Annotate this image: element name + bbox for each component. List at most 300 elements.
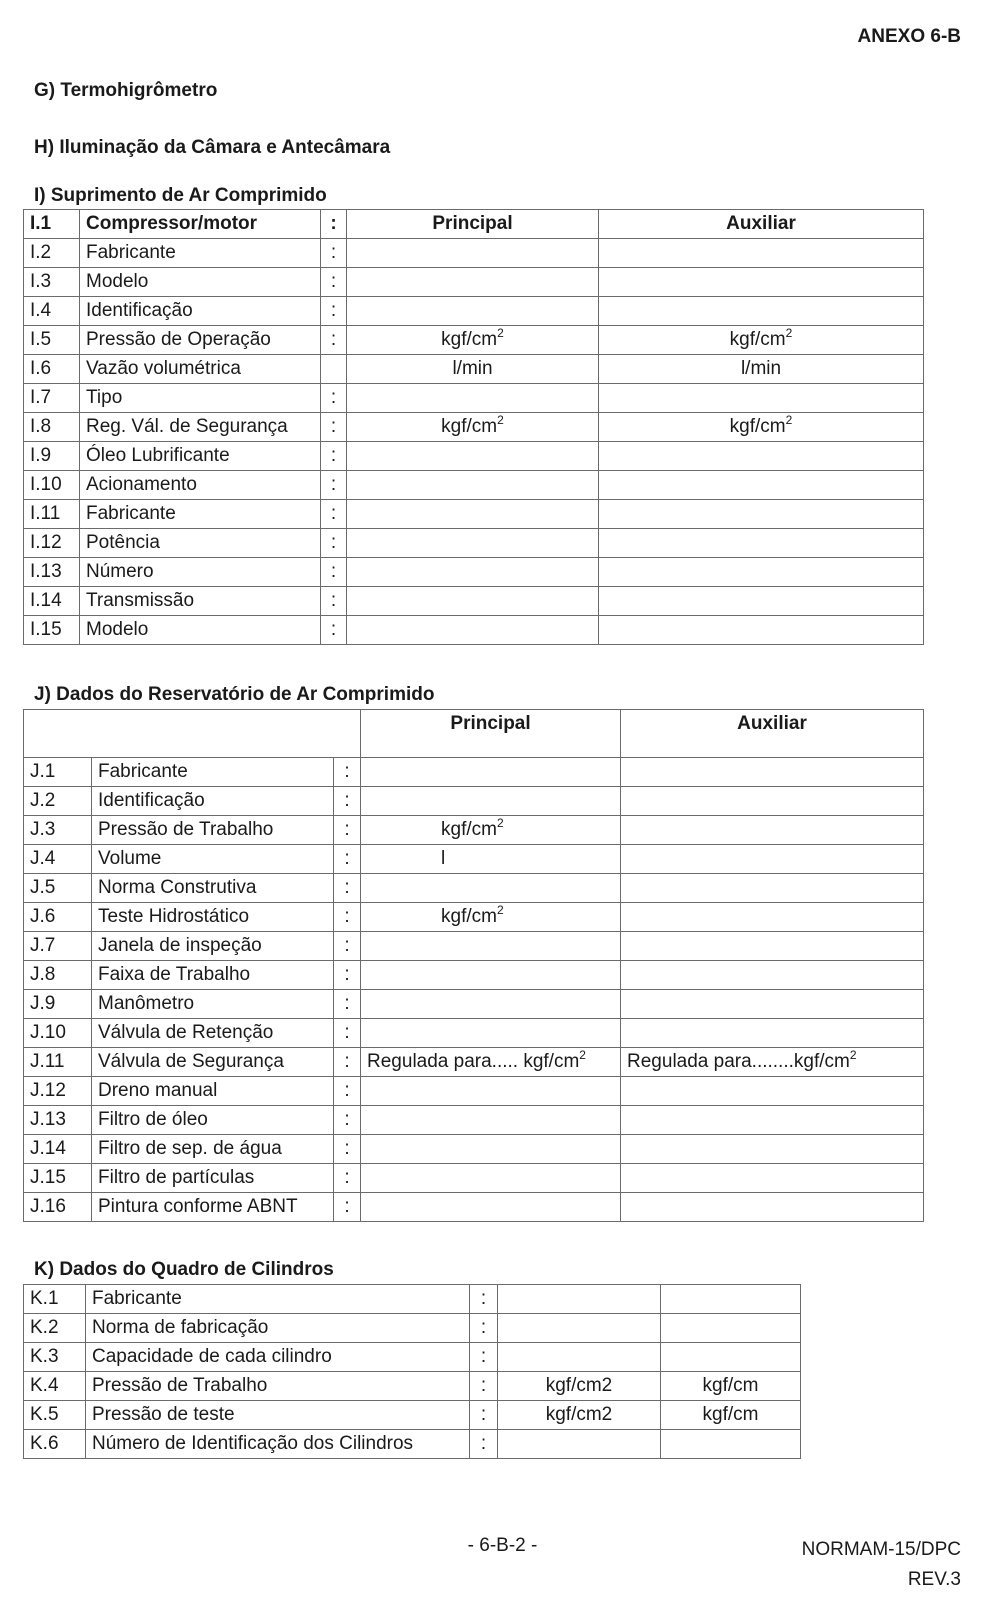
value-column-2 (661, 1285, 801, 1314)
row-code (24, 1430, 86, 1459)
row-code (24, 1343, 86, 1372)
value-column-2-text: kgf/cm (702, 1404, 759, 1425)
colon-separator (321, 413, 347, 442)
colon-separator-text: : (344, 790, 350, 811)
table-row (24, 1430, 801, 1459)
row-label (80, 355, 321, 384)
principal-value (361, 758, 621, 787)
row-code (24, 1164, 92, 1193)
table-row (24, 1019, 924, 1048)
principal-value (347, 529, 599, 558)
row-label-text: Transmissão (86, 590, 195, 611)
row-label (92, 903, 334, 932)
colon-separator-text: : (330, 242, 337, 263)
auxiliar-value (599, 384, 924, 413)
colon-separator-text: : (344, 877, 350, 898)
principal-value (347, 587, 599, 616)
row-code (24, 471, 80, 500)
row-code (24, 297, 80, 326)
principal-value (347, 384, 599, 413)
row-code (24, 1106, 92, 1135)
row-label (80, 384, 321, 413)
colon-separator (470, 1401, 498, 1430)
principal-value (347, 297, 599, 326)
row-code (24, 1401, 86, 1430)
row-label (86, 1314, 470, 1343)
row-code-text: I.13 (30, 561, 62, 582)
row-code-text: K.4 (30, 1375, 59, 1396)
row-code (24, 903, 92, 932)
colon-separator-text: : (344, 964, 350, 985)
table-row (24, 413, 924, 442)
table-row (24, 500, 924, 529)
colon-separator (334, 903, 361, 932)
row-label-text: Vazão volumétrica (86, 358, 241, 379)
colon-separator-text: : (344, 935, 350, 956)
table-row (24, 442, 924, 471)
row-code-text: J.7 (30, 935, 56, 956)
row-label (92, 1164, 334, 1193)
value-column-1 (498, 1372, 661, 1401)
row-code-text: J.13 (30, 1109, 66, 1130)
value-column-2 (661, 1401, 801, 1430)
row-label-text: Identificação (98, 790, 205, 811)
row-label-text: Capacidade de cada cilindro (92, 1346, 332, 1367)
auxiliar-value (621, 845, 924, 874)
row-label (80, 268, 321, 297)
reservoir-table (23, 709, 924, 1222)
row-label-text: Manômetro (98, 993, 195, 1014)
auxiliar-value (621, 932, 924, 961)
empty-header-cell (24, 710, 361, 758)
auxiliar-value (621, 1048, 924, 1077)
auxiliar-value (621, 1106, 924, 1135)
colon-separator-text: : (344, 906, 350, 927)
auxiliar-value (599, 239, 924, 268)
row-label-text: Potência (86, 532, 160, 553)
document-code: NORMAM-15/DPC (801, 1539, 961, 1560)
row-code (24, 442, 80, 471)
auxiliar-value (621, 961, 924, 990)
table-row (24, 1372, 801, 1401)
row-code (24, 961, 92, 990)
principal-value (361, 932, 621, 961)
row-label (92, 1077, 334, 1106)
principal-value (361, 1019, 621, 1048)
annex-label: ANEXO 6-B (857, 26, 961, 47)
row-code-text: I.3 (30, 271, 52, 292)
row-label-text: Válvula de Retenção (98, 1022, 274, 1043)
row-code (24, 239, 80, 268)
row-label (92, 1106, 334, 1135)
auxiliar-value (621, 1164, 924, 1193)
principal-column-header: Principal (347, 210, 599, 239)
row-label (92, 961, 334, 990)
principal-value-text: l/min (452, 358, 493, 379)
row-code-text: I.9 (30, 445, 52, 466)
colon-separator (334, 816, 361, 845)
principal-value (347, 413, 599, 442)
colon-separator (334, 1019, 361, 1048)
colon-separator (321, 326, 347, 355)
auxiliar-value (621, 816, 924, 845)
table-row (24, 816, 924, 845)
row-label-text: Identificação (86, 300, 193, 321)
table-row (24, 1048, 924, 1077)
section-i-heading: I) Suprimento de Ar Comprimido (34, 185, 327, 206)
principal-value (347, 616, 599, 645)
colon-separator-text: : (330, 329, 337, 350)
principal-value-text: kgf/cm (441, 906, 497, 927)
row-code-text: I.5 (30, 329, 52, 350)
colon-separator-text: : (330, 271, 337, 292)
row-label (80, 587, 321, 616)
table-row (24, 326, 924, 355)
colon-separator-text: : (480, 1433, 487, 1454)
row-code (24, 355, 80, 384)
row-code (24, 413, 80, 442)
auxiliar-value (599, 268, 924, 297)
auxiliar-value (621, 1135, 924, 1164)
row-code-text: I.2 (30, 242, 52, 263)
value-column-2 (661, 1314, 801, 1343)
row-label (80, 239, 321, 268)
table-row (24, 874, 924, 903)
table-row (24, 1164, 924, 1193)
colon-separator (321, 558, 347, 587)
value-column-2-text: kgf/cm (702, 1375, 759, 1396)
row-label (92, 787, 334, 816)
row-code (24, 874, 92, 903)
cylinder-table (23, 1284, 801, 1459)
superscript: 2 (496, 902, 504, 917)
row-code-text: K.6 (30, 1433, 59, 1454)
table-row (24, 932, 924, 961)
row-label-text: Reg. Vál. de Segurança (86, 416, 288, 437)
principal-value (347, 471, 599, 500)
colon-separator-text: : (344, 1080, 350, 1101)
principal-value (347, 500, 599, 529)
colon-separator (334, 1077, 361, 1106)
auxiliar-column-header: Auxiliar (599, 210, 924, 239)
row-code-text: J.16 (30, 1196, 66, 1217)
colon-separator-text: : (480, 1317, 487, 1338)
colon-separator (321, 268, 347, 297)
value-column-1 (498, 1401, 661, 1430)
row-code (24, 1285, 86, 1314)
document-reference (802, 1535, 961, 1595)
auxiliar-value (599, 529, 924, 558)
row-code-text: I.8 (30, 416, 52, 437)
auxiliar-value (599, 297, 924, 326)
row-label-text: Filtro de partículas (98, 1167, 255, 1188)
row-label (92, 1019, 334, 1048)
auxiliar-value (599, 326, 924, 355)
row-label-text: Modelo (86, 271, 149, 292)
colon-separator (321, 587, 347, 616)
auxiliar-value-text: Regulada para........kgf/cm (627, 1051, 850, 1072)
row-code-text: J.6 (30, 906, 56, 927)
auxiliar-value (599, 442, 924, 471)
colon-separator-text: : (344, 1167, 350, 1188)
auxiliar-value (599, 558, 924, 587)
superscript: 2 (785, 325, 793, 340)
principal-value (361, 845, 621, 874)
principal-value (347, 355, 599, 384)
colon-separator (334, 990, 361, 1019)
colon-separator (470, 1285, 498, 1314)
row-label (80, 471, 321, 500)
table-header-row (24, 210, 924, 239)
row-label (80, 442, 321, 471)
principal-value (361, 1164, 621, 1193)
principal-value (361, 1135, 621, 1164)
colon-separator-text: : (480, 1375, 487, 1396)
superscript: 2 (497, 412, 504, 427)
row-code-text: J.14 (30, 1138, 66, 1159)
row-label-text: Número de Identificação dos Cilindros (92, 1433, 414, 1454)
table-row (24, 1285, 801, 1314)
row-code (24, 326, 80, 355)
row-label-text: Norma de fabricação (92, 1317, 269, 1338)
row-code-text: I.12 (30, 532, 62, 553)
row-code (24, 932, 92, 961)
row-label (86, 1430, 470, 1459)
table-row (24, 1401, 801, 1430)
row-label-text: Acionamento (86, 474, 197, 495)
row-code-text: K.1 (30, 1288, 59, 1309)
principal-value (361, 1193, 621, 1222)
table-row (24, 529, 924, 558)
table-row (24, 787, 924, 816)
colon-separator-text: : (344, 819, 350, 840)
auxiliar-value (621, 1077, 924, 1106)
value-column-1 (498, 1343, 661, 1372)
colon-separator (334, 961, 361, 990)
colon-separator (321, 355, 347, 384)
principal-column-header: Principal (361, 710, 621, 758)
colon-separator (321, 239, 347, 268)
colon-separator-text: : (330, 387, 337, 408)
row-label (92, 874, 334, 903)
table-row (24, 384, 924, 413)
section-h-heading: H) Iluminação da Câmara e Antecâmara (34, 137, 391, 158)
table-row (24, 990, 924, 1019)
row-code-text: I.6 (30, 358, 52, 379)
row-label-text: Número (86, 561, 154, 582)
colon-separator-text: : (344, 1022, 350, 1043)
row-label-text: Faixa de Trabalho (98, 964, 251, 985)
row-code (24, 1193, 92, 1222)
auxiliar-value (621, 1193, 924, 1222)
row-code (24, 787, 92, 816)
row-label (80, 529, 321, 558)
table-row (24, 1314, 801, 1343)
principal-value (347, 268, 599, 297)
row-code (24, 816, 92, 845)
table-row (24, 239, 924, 268)
superscript: 2 (579, 1047, 586, 1062)
row-label-text: Janela de inspeção (98, 935, 262, 956)
colon-separator-text: : (330, 474, 337, 495)
colon-separator-text: : (344, 993, 350, 1014)
principal-value-text: kgf/cm (441, 819, 497, 840)
row-code-text: J.5 (30, 877, 56, 898)
colon-separator (334, 932, 361, 961)
row-label-text: Dreno manual (98, 1080, 218, 1101)
table-row (24, 961, 924, 990)
row-code-text: I.4 (30, 300, 52, 321)
auxiliar-value-text: kgf/cm (729, 329, 786, 350)
colon-separator (321, 529, 347, 558)
colon-separator-text: : (344, 1051, 350, 1072)
auxiliar-value (599, 616, 924, 645)
superscript: 2 (849, 1047, 857, 1062)
colon-separator-text: : (330, 503, 337, 524)
colon-separator (334, 1193, 361, 1222)
principal-value (361, 1106, 621, 1135)
compressor-table (23, 209, 924, 645)
row-label (80, 500, 321, 529)
colon-separator (334, 1135, 361, 1164)
principal-value-text: kgf/cm (441, 329, 498, 350)
row-label-text: Pressão de Trabalho (92, 1375, 268, 1396)
row-label (86, 1372, 470, 1401)
row-label (92, 845, 334, 874)
principal-value (361, 787, 621, 816)
row-label-text: Fabricante (92, 1288, 182, 1309)
colon-separator-text: : (330, 416, 337, 437)
row-label (80, 558, 321, 587)
row-label (86, 1343, 470, 1372)
table-row (24, 355, 924, 384)
auxiliar-value-text: kgf/cm (729, 416, 786, 437)
row-label-text: Modelo (86, 619, 149, 640)
auxiliar-column-header: Auxiliar (621, 710, 924, 758)
row-label-text: Óleo Lubrificante (86, 445, 230, 466)
row-code (24, 529, 80, 558)
colon-separator (470, 1430, 498, 1459)
row-code-text: J.3 (30, 819, 56, 840)
row-label-text: Fabricante (86, 242, 176, 263)
colon-separator (321, 616, 347, 645)
colon-separator (334, 787, 361, 816)
auxiliar-value (599, 500, 924, 529)
colon-separator (334, 758, 361, 787)
document-revision: REV.3 (907, 1569, 961, 1590)
colon-separator (321, 297, 347, 326)
colon-separator (334, 1048, 361, 1077)
principal-value (361, 903, 621, 932)
principal-value-text: Regulada para..... kgf/cm (367, 1051, 580, 1072)
section-k-heading: K) Dados do Quadro de Cilindros (34, 1259, 334, 1280)
row-code (24, 1019, 92, 1048)
colon-separator-text: : (330, 445, 337, 466)
row-code-text: I.11 (30, 503, 61, 524)
auxiliar-value (621, 874, 924, 903)
colon-separator-text: : (330, 532, 337, 553)
page-number: - 6-B-2 - (467, 1535, 538, 1556)
row-label-text: Teste Hidrostático (98, 906, 250, 927)
row-code (24, 500, 80, 529)
table-row (24, 1135, 924, 1164)
table-row (24, 268, 924, 297)
colon-separator-text: : (344, 1109, 350, 1130)
row-code-text: K.3 (30, 1346, 59, 1367)
table-row (24, 1343, 801, 1372)
colon-separator-text: : (330, 619, 337, 640)
table-row (24, 758, 924, 787)
auxiliar-value-text: l/min (740, 358, 782, 379)
row-label-text: Fabricante (86, 503, 176, 524)
row-label (92, 1193, 334, 1222)
colon-separator (334, 874, 361, 903)
row-label: Compressor/motor (80, 210, 321, 239)
row-code (24, 1314, 86, 1343)
value-column-2 (661, 1372, 801, 1401)
row-label (80, 413, 321, 442)
row-label-text: Válvula de Segurança (98, 1051, 284, 1072)
table-row (24, 471, 924, 500)
auxiliar-value (621, 758, 924, 787)
auxiliar-value (599, 355, 924, 384)
principal-value (347, 558, 599, 587)
value-column-1 (498, 1314, 661, 1343)
colon-separator-text: : (344, 848, 350, 869)
row-code-text: J.15 (30, 1167, 66, 1188)
colon-separator-text: : (480, 1346, 487, 1367)
row-code-text: J.4 (30, 848, 56, 869)
colon-separator-text: : (480, 1404, 487, 1425)
section-g-heading: G) Termohigrômetro (34, 80, 218, 101)
principal-value-text: l (441, 848, 446, 869)
table-row (24, 1077, 924, 1106)
row-code-text: J.10 (30, 1022, 66, 1043)
row-label-text: Norma Construtiva (98, 877, 257, 898)
colon-separator-text: : (344, 1196, 350, 1217)
row-code (24, 268, 80, 297)
principal-value (361, 816, 621, 845)
row-label-text: Pressão de teste (92, 1404, 235, 1425)
row-code (24, 1048, 92, 1077)
row-code-text: I.10 (30, 474, 62, 495)
superscript: 2 (785, 412, 793, 427)
row-label-text: Filtro de sep. de água (98, 1138, 282, 1159)
row-label-text: Filtro de óleo (98, 1109, 208, 1130)
principal-value (347, 239, 599, 268)
row-code-text: J.12 (30, 1080, 66, 1101)
table-row (24, 616, 924, 645)
principal-value (361, 1048, 621, 1077)
row-code (24, 587, 80, 616)
row-code (24, 758, 92, 787)
colon-separator (334, 845, 361, 874)
principal-value-text: kgf/cm (441, 416, 498, 437)
row-label (86, 1285, 470, 1314)
colon-separator: : (321, 210, 347, 239)
row-label-text: Pressão de Trabalho (98, 819, 274, 840)
row-label (80, 297, 321, 326)
row-label (92, 816, 334, 845)
row-code (24, 1077, 92, 1106)
row-code (24, 1135, 92, 1164)
colon-separator (470, 1343, 498, 1372)
superscript: 2 (497, 325, 504, 340)
auxiliar-value (621, 1019, 924, 1048)
colon-separator (321, 442, 347, 471)
row-code-text: K.2 (30, 1317, 59, 1338)
colon-separator-text: : (330, 300, 337, 321)
